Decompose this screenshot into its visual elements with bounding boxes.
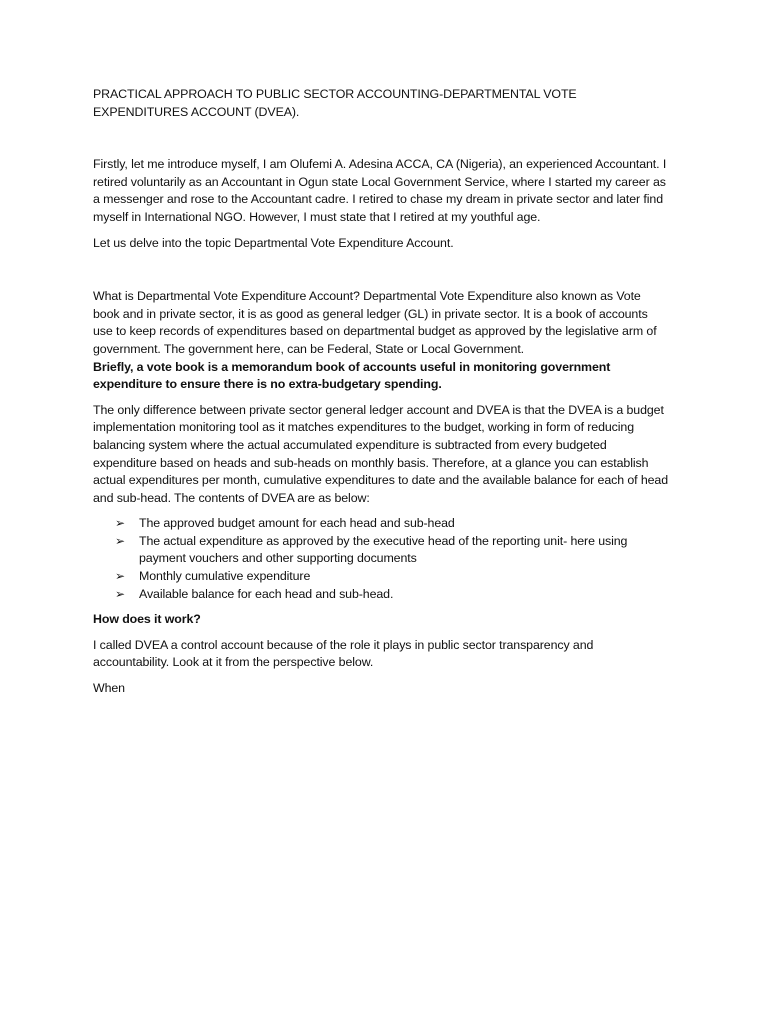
list-item	[93, 568, 669, 586]
list-item	[93, 533, 669, 568]
list-item	[93, 586, 669, 604]
control-paragraph: I called DVEA a control account because of the role it plays in public sector transparency and accountability. Look at it from the perspective below.	[93, 637, 594, 670]
difference-paragraph: The only difference between private sector general ledger account and DVEA is that the DVEA is a budget implementation monitoring tool as it matches expenditures to the budget, working in form of reducing balancing system where the actual accumulated expenditure is subtracted from every budgeted expenditure based on heads and sub-heads on monthly basis. Therefore, at a glance you can establish actual expenditures per month, cumulative expenditures to date and the available balance for each of head and sub-head. The contents of DVEA are as below:	[93, 402, 669, 505]
arrow-bullet-icon: ➢	[115, 516, 125, 531]
section-heading: How does it work?	[93, 612, 201, 627]
briefly-paragraph: Briefly, a vote book is a memorandum book of accounts useful in monitoring government expenditure to ensure there is no extra-budgetary spending.	[93, 359, 611, 392]
document-body	[93, 86, 669, 706]
document-title: PRACTICAL APPROACH TO PUBLIC SECTOR ACCOUNTING-DEPARTMENTAL VOTE EXPENDITURES ACCOUNT (DVEA).	[93, 87, 577, 119]
delve-paragraph: Let us delve into the topic Departmental Vote Expenditure Account.	[93, 235, 454, 250]
arrow-bullet-icon: ➢	[115, 569, 125, 584]
definition-paragraph	[93, 288, 669, 358]
arrow-bullet-icon: ➢	[115, 533, 125, 548]
intro-paragraph: Firstly, let me introduce myself, I am Olufemi A. Adesina ACCA, CA (Nigeria), an experienced Accountant. I retired voluntarily as an Accountant in Ogun state Local Government Service, where I started my career as a messenger and rose to the Accountant cadre. I retired to chase my dream in private sector and later find myself in International NGO. However, I must state that I retired at my youthful age.	[93, 157, 667, 224]
list-item	[93, 515, 669, 533]
arrow-bullet-icon: ➢	[115, 586, 125, 601]
dvea-contents-list	[93, 515, 669, 603]
when-paragraph: When	[93, 681, 125, 696]
list-item-text: Available balance for each head and sub-head.	[139, 586, 394, 601]
list-item-text: Monthly cumulative expenditure	[139, 569, 311, 584]
list-item-text: The actual expenditure as approved by the executive head of the reporting unit- here using payment vouchers and other supporting documents	[139, 533, 628, 566]
list-item-text: The approved budget amount for each head and sub-head	[139, 516, 455, 531]
definition-text: What is Departmental Vote Expenditure Account? Departmental Vote Expenditure also known as Vote book and in private sector, it is as good as general ledger (GL) in private sector. It is a book of accounts use to keep records of expenditures based on departmental budget as approved by the legislative arm of government. The government here, can be Federal, State or Local Government.	[93, 289, 657, 356]
